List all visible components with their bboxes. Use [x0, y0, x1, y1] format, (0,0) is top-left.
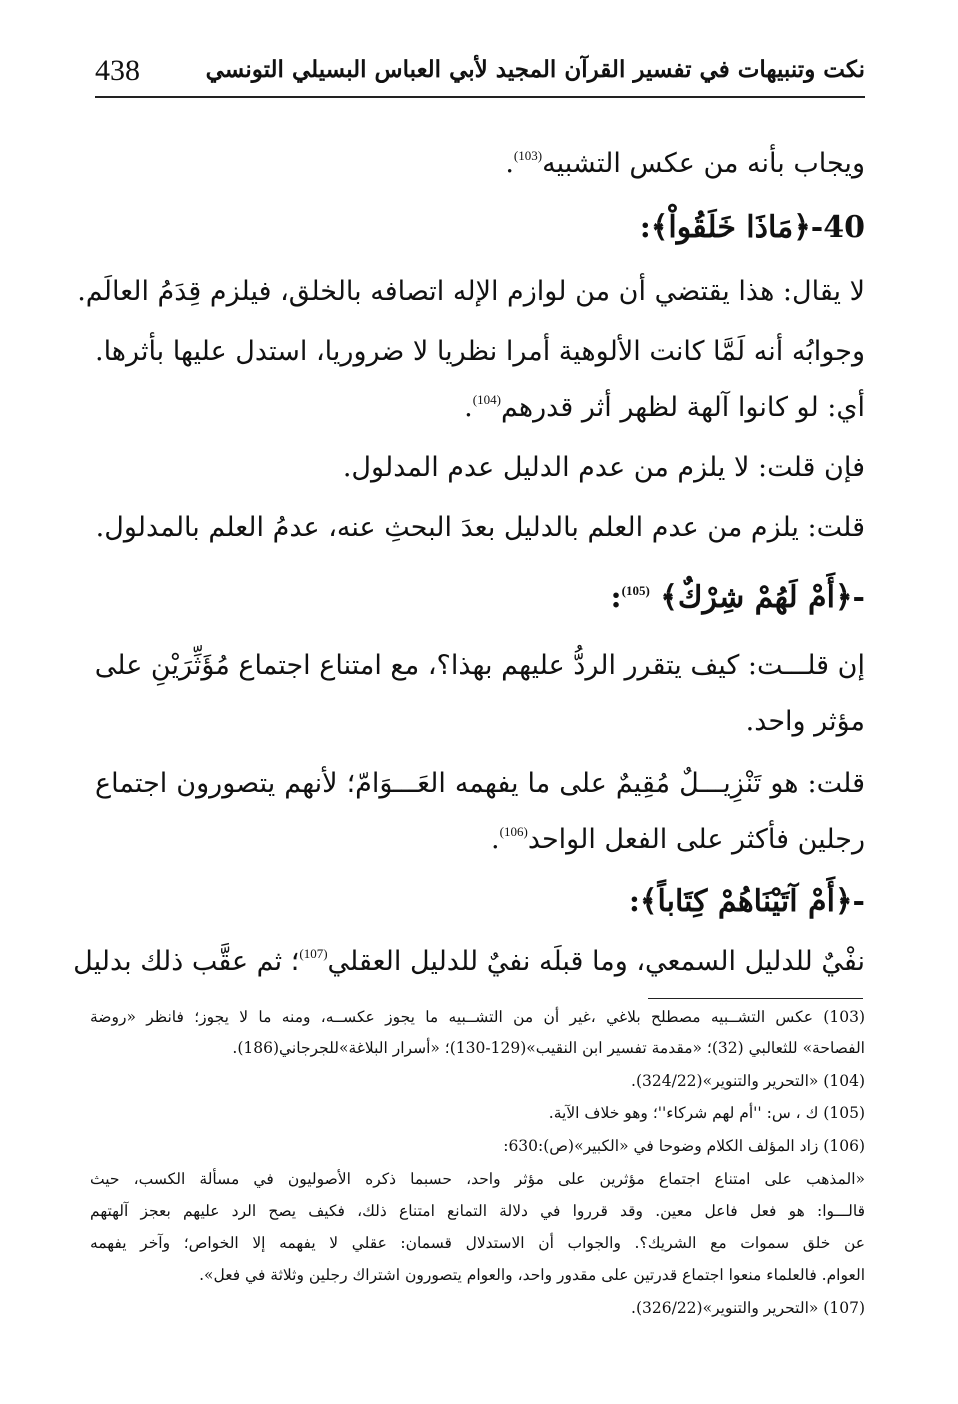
footnote-103: (103) عكس التشــبيه مصطلح بلاغي ،غير أن من التشــبيه ما يجوز عكســه، ومنه ما لا يجوز؛ فانظر «روضة: [90, 1008, 865, 1026]
section-heading: -﴿أَمْ لَهُمْ شِرْكٌ﴾ $^{(105)}$:: [610, 580, 865, 615]
footnote-106-quote: قالـــوا: هو فعل فاعل معين. وقد قرروا في دلالة التمانع امتناع ذلك، فكيف يصح الرد عليهم بعجز آلهتهم: [90, 1202, 865, 1220]
footnote-ref-106: (106): [499, 824, 528, 839]
paragraph-106: رجلين فأكثر على الفعل الواحد$^{(106)}$.: [491, 824, 865, 855]
paragraph: وجوابُه أنه لَمَّا كانت الألوهية أمرا نظريا لا ضروريا، استدل عليها بأثرها.: [95, 336, 865, 367]
page-header: [95, 52, 865, 96]
section-number: 40-: [810, 210, 865, 245]
paragraph: قلت: يلزم من عدم العلم بالدليل بعدَ البحثِ عنه، عدمُ العلم بالمدلول.: [95, 512, 865, 543]
quran-verse: ﴿أَمْ لَهُمْ شِرْكٌ﴾: [660, 580, 853, 615]
footnote-ref-105: (105): [621, 583, 650, 598]
footnote-106: (106) زاد المؤلف الكلام وضوحا في «الكبير»(ص):630:: [503, 1137, 865, 1155]
quran-verse: ﴿مَاذَا خَلَقُواْ﴾: [650, 210, 811, 245]
footnote-ref-103: (103): [513, 148, 543, 163]
quran-verse: ﴿أَمْ آتَيْنَاهُمْ كِتَاباً﴾: [639, 884, 853, 919]
footnote-105: (105) ك ، س: ''أم لهم شركاء''؛ وهو خلاف الآية.: [548, 1104, 865, 1122]
footnote-104: (104) «التحرير والتنوير»(324/22).: [631, 1072, 865, 1090]
paragraph: إن قلـــت: كيف يتقرر الردُّ عليهم بهذا؟، مع امتناع اجتماع مُؤَثِّرَيْنِ على: [94, 650, 865, 681]
section-heading: -﴿أَمْ آتَيْنَاهُمْ كِتَاباً﴾:: [628, 884, 865, 919]
section-heading-40: 40-﴿مَاذَا خَلَقُواْ﴾:: [639, 210, 865, 245]
paragraph-103: ويجاب بأنه من عكس التشبيه$^{(103)}$.: [505, 148, 865, 179]
paragraph: مؤثر واحد.: [745, 706, 865, 737]
footnote-ref-104: (104): [472, 392, 501, 407]
footnote-107: (107) «التحرير والتنوير»(326/22).: [631, 1299, 865, 1317]
paragraph: قلت: هو تَنْزِيـــلٌ مُقِيمٌ على ما يفهمه العَـــوَامّ؛ لأنهم يتصورون اجتماع: [95, 768, 865, 799]
footnote-ref-107: (107): [299, 946, 328, 961]
paragraph: فإن قلت: لا يلزم من عدم الدليل عدم المدلول.: [342, 452, 865, 483]
paragraph-107: نفْيٌ للدليل السمعي، وما قبلَه نفيٌ للدليل العقلي$^{(107)}$؛ ثم عقَّب ذلك بدليل: [73, 946, 865, 977]
running-title: نكت وتنبيهات في تفسير القرآن المجيد لأبي العباس البسيلي التونسي: [205, 56, 865, 83]
footnote-106-quote: «المذهب على امتناع اجتماع مؤثرين على مؤثر واحد، حسبما ذكره الأصوليون في مسألة الكسب، حيث: [90, 1170, 865, 1188]
header-rule: [95, 96, 865, 98]
paragraph: لا يقال: هذا يقتضي أن من لوازم الإله اتصافه بالخلق، فيلزم قِدَمُ العالَم.: [77, 276, 865, 307]
footnote-separator: [648, 998, 863, 999]
footnote-103-cont: الفصاحة» للثعالبي (32)؛ «مقدمة تفسير ابن النقيب»(129-130)؛ «أسرار البلاغة»للجرجاني(186).: [232, 1039, 865, 1057]
footnote-106-quote: عن خلق سموات مع الشريك؟. والجواب أن الاستدلال قسمان: عقلي لا يفهمه إلا الخواص؛ وآخر يفهمه: [90, 1234, 865, 1252]
page-number: 438: [95, 54, 140, 87]
footnote-106-quote: العوام. فالعلماء منعوا اجتماع قدرتين على مقدور واحد، والعوام يتصورون اشتراك رجلين وثلاثة في فعل».: [199, 1266, 865, 1284]
paragraph-104: أي: لو كانوا آلهة لظهر أثر قدرهم$^{(104)}$.: [464, 392, 865, 423]
